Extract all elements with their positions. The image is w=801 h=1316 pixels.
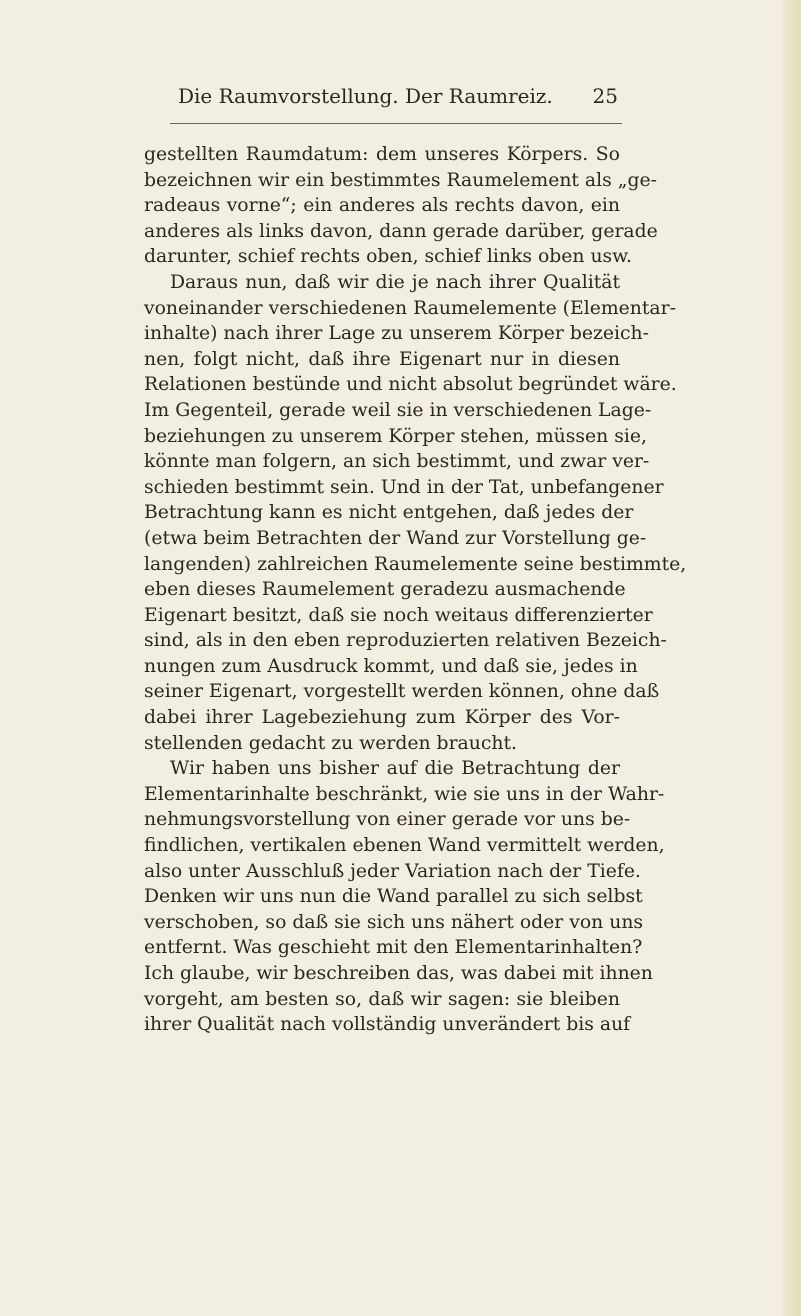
text-line: nehmungsvorstellung von einer gerade vor uns be- (144, 809, 631, 831)
text-line: Eigenart besitzt, daß sie noch weitaus differenzierter (144, 604, 653, 626)
text-line: seiner Eigenart, vorgestellt werden können, ohne daß (144, 681, 660, 703)
text-line: nungen zum Ausdruck kommt, und daß sie, jedes in (144, 655, 638, 677)
page-edge (779, 0, 801, 1316)
text-line: schieden bestimmt sein. Und in der Tat, unbefangener (144, 476, 664, 498)
text-line: (etwa beim Betrachten der Wand zur Vorstellung ge- (144, 527, 647, 549)
running-title: Die Raumvorstellung. Der Raumreiz. (178, 84, 553, 108)
text-line: darunter, schief rechts oben, schief links oben usw. (144, 246, 632, 268)
text-line: Wir haben uns bisher auf die Betrachtung der (170, 758, 620, 780)
text-line: eben dieses Raumelement geradezu ausmachende (144, 579, 626, 601)
text-line: voneinander verschiedenen Raumelemente (Elementar- (144, 297, 676, 319)
text-line: verschoben, so daß sie sich uns nähert oder von uns (144, 911, 644, 933)
text-line: bezeichnen wir ein bestimmtes Raumelement als „ge- (144, 169, 657, 191)
text-line: langenden) zahlreichen Raumelemente seine bestimmte, (144, 553, 687, 575)
text-line: vorgeht, am besten so, daß wir sagen: sie bleiben (144, 988, 620, 1010)
text-line: stellenden gedacht zu werden braucht. (144, 732, 517, 754)
text-line: nen, folgt nicht, daß ihre Eigenart nur in diesen (144, 348, 620, 370)
text-line: anderes als links davon, dann gerade darüber, gerade (144, 220, 658, 242)
text-line: radeaus vorne“; ein anderes als rechts davon, ein (144, 195, 620, 217)
body-text (144, 142, 687, 1038)
text-line: Daraus nun, daß wir die je nach ihrer Qualität (170, 271, 620, 293)
text-line: ihrer Qualität nach vollständig unverändert bis auf (144, 1014, 631, 1036)
text-line: gestellten Raumdatum: dem unseres Körpers. So (144, 144, 620, 165)
text-line: sind, als in den eben reproduzierten relativen Bezeich- (144, 630, 667, 652)
text-line: Betrachtung kann es nicht entgehen, daß jedes der (144, 502, 634, 524)
text-line: könnte man folgern, an sich bestimmt, und zwar ver- (144, 451, 650, 473)
text-line: also unter Ausschluß jeder Variation nach der Tiefe. (144, 860, 641, 882)
page-number: 25 (592, 84, 618, 108)
text-line: inhalte) nach ihrer Lage zu unserem Körper bezeich- (144, 323, 649, 345)
text-line: Elementarinhalte beschränkt, wie sie uns in der Wahr- (144, 783, 665, 805)
header-rule (170, 123, 622, 124)
text-line: Relationen bestünde und nicht absolut begründet wäre. (144, 374, 677, 396)
page-header (178, 84, 618, 114)
text-line: Ich glaube, wir beschreiben das, was dabei mit ihnen (144, 963, 653, 984)
text-line: findlichen, vertikalen ebenen Wand vermittelt werden, (144, 835, 665, 857)
text-line: beziehungen zu unserem Körper stehen, müssen sie, (144, 425, 647, 447)
text-line: dabei ihrer Lagebeziehung zum Körper des Vor- (144, 707, 620, 729)
text-line: Denken wir uns nun die Wand parallel zu sich selbst (144, 886, 643, 908)
text-line: entfernt. Was geschieht mit den Elementarinhalten? (144, 937, 643, 959)
text-line: Im Gegenteil, gerade weil sie in verschiedenen Lage- (144, 399, 652, 421)
